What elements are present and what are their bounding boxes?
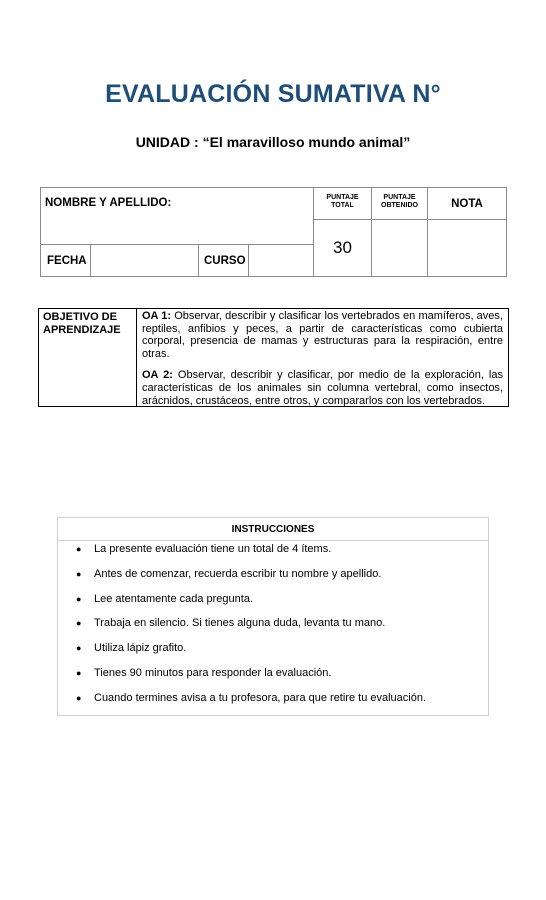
course-label-cell (198, 244, 249, 277)
date-field[interactable] (90, 244, 199, 277)
bullet-icon: ● (76, 618, 82, 629)
grade-label: NOTA (451, 198, 483, 210)
oa2-text: Observar, describir y clasificar, por medio de la exploración, las características de los animales sin columna vertebral, como insectos, arácnidos, crustáceos, entre otros, y compararlos con los vertebrados. (142, 369, 503, 407)
bullet-icon: ● (76, 667, 82, 678)
instruction-text: Trabaja en silencio. Si tienes alguna duda, levanta tu mano. (94, 617, 386, 630)
instruction-text: Tienes 90 minutos para responder la evaluación. (94, 666, 332, 679)
total-score-label: PUNTAJE TOTAL (326, 194, 359, 209)
learning-objective-table (38, 308, 509, 407)
oa2-code: OA 2: (142, 369, 173, 382)
student-info-table (40, 187, 507, 277)
total-score-value: 30 (333, 238, 352, 257)
objective-label: OBJETIVO DE APRENDIZAJE (39, 309, 137, 406)
instruction-item (58, 541, 488, 566)
date-label: FECHA (47, 255, 87, 267)
instruction-item (58, 640, 488, 665)
name-cell[interactable] (40, 187, 314, 245)
instruction-text: Antes de comenzar, recuerda escribir tu nombre y apellido. (94, 567, 382, 580)
instruction-item (58, 690, 488, 715)
grade-cell[interactable] (427, 219, 507, 277)
instruction-text: La presente evaluación tiene un total de 4 ítems. (94, 543, 332, 555)
obtained-score-header (371, 187, 428, 220)
date-label-cell (40, 244, 91, 277)
instruction-text: Lee atentamente cada pregunta. (94, 592, 254, 605)
instruction-item (58, 591, 488, 616)
total-score-header (313, 187, 372, 220)
total-score-cell (313, 219, 372, 277)
instruction-item (58, 665, 488, 690)
bullet-icon: ● (76, 593, 82, 604)
grade-header (427, 187, 507, 220)
name-label: NOMBRE Y APELLIDO: (45, 197, 172, 209)
oa1-paragraph (142, 310, 503, 360)
instruction-text: Cuando termines avisa a tu profesora, para que retire tu evaluación. (94, 691, 427, 704)
bullet-icon: ● (76, 643, 82, 654)
instructions-box (57, 517, 489, 716)
instruction-item (58, 615, 488, 640)
bullet-icon: ● (76, 544, 82, 554)
bullet-icon: ● (76, 692, 82, 703)
course-field[interactable] (248, 244, 314, 277)
page-title: EVALUACIÓN SUMATIVA N° (105, 80, 441, 108)
oa2-paragraph (142, 369, 503, 407)
bullet-icon: ● (76, 568, 82, 579)
instructions-list (58, 541, 488, 715)
unit-subtitle: UNIDAD : “El maravilloso mundo animal” (135, 134, 411, 150)
oa1-code: OA 1: (142, 310, 172, 322)
obtained-score-label: PUNTAJE OBTENIDO (381, 194, 418, 209)
oa1-text: Observar, describir y clasificar los vertebrados en mamíferos, aves, reptiles, anfibios y peces, a partir de características como cubierta corporal, presencia de mamas y estructuras para la respiración, entre otras. (142, 310, 503, 360)
instruction-text: Utiliza lápiz grafito. (94, 642, 187, 655)
course-label: CURSO (204, 255, 246, 267)
instructions-heading: INSTRUCCIONES (58, 518, 488, 541)
objective-text (137, 309, 508, 416)
instruction-item (58, 566, 488, 591)
obtained-score-cell[interactable] (371, 219, 428, 277)
